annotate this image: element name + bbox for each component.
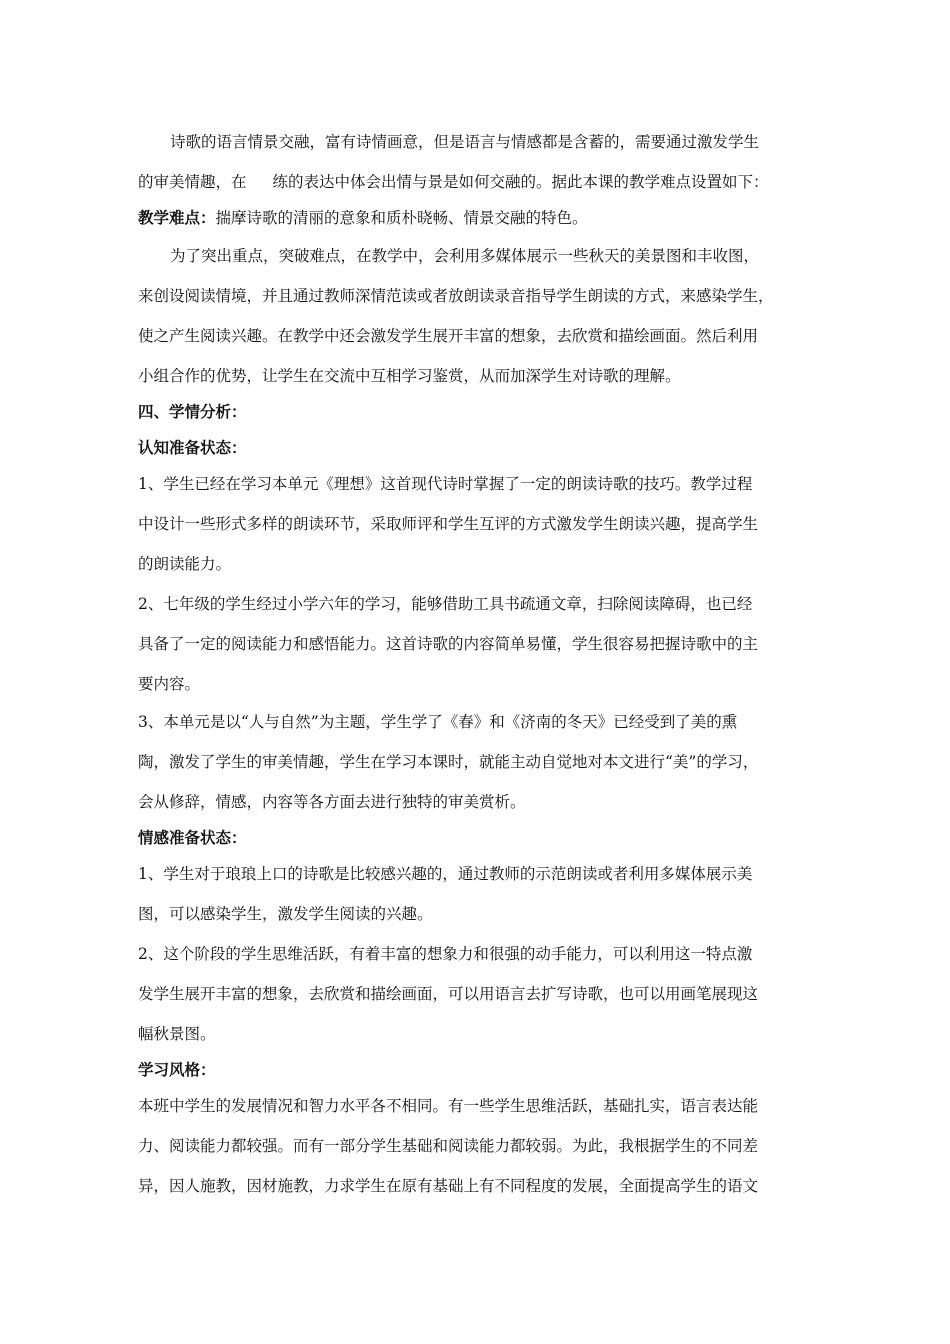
style-line: 本班中学生的发展情况和智力水平各不相同。有一些学生思维活跃，基础扎实，语言表达能 [138, 1097, 759, 1115]
style-line: 异，因人施教，因材施教，力求学生在原有基础上有不同程度的发展，全面提高学生的语文 [138, 1177, 759, 1195]
method-line: 为了突出重点，突破难点，在教学中，会利用多媒体展示一些秋天的美景图和丰收图， [170, 247, 760, 265]
cognitive-line: 要内容。 [138, 675, 201, 693]
emotional-line: 幅秋景图。 [138, 1025, 216, 1043]
cognitive-line: 具备了一定的阅读能力和感悟能力。这首诗歌的内容简单易懂，学生很容易把握诗歌中的主 [138, 635, 759, 653]
method-line: 小组合作的优势，让学生在交流中互相学习鉴赏，从而加深学生对诗歌的理解。 [138, 367, 681, 385]
cognitive-line: 陶，激发了学生的审美情趣，学生在学习本课时，就能主动自觉地对本文进行“美”的学习， [138, 753, 759, 771]
cognitive-line: 1、学生已经在学习本单元《理想》这首现代诗时掌握了一定的朗读诗歌的技巧。教学过程 [138, 475, 753, 493]
emotional-line: 图，可以感染学生，激发学生阅读的兴趣。 [138, 905, 433, 923]
intro-line-1: 诗歌的语言情景交融，富有诗情画意，但是语言与情感都是含蓄的，需要通过激发学生 [170, 133, 760, 151]
intro-line-2 [138, 172, 769, 192]
emotional-line: 2、这个阶段的学生思维活跃，有着丰富的想象力和很强的动手能力，可以利用这一特点激 [138, 945, 753, 963]
difficulty-line [138, 208, 588, 228]
section-title: 四、学情分析： [138, 403, 247, 421]
method-line: 使之产生阅读兴趣。在教学中还会激发学生展开丰富的想象，去欣赏和描绘画面。然后利用 [138, 327, 759, 345]
cognitive-line: 中设计一些形式多样的朗读环节，采取师评和学生互评的方式激发学生朗读兴趣，提高学生 [138, 515, 759, 533]
method-line: 来创设阅读情境，并且通过教师深情范读或者放朗读录音指导学生朗读的方式，来感染学生， [138, 287, 774, 305]
emotional-line: 1、学生对于琅琅上口的诗歌是比较感兴趣的，通过教师的示范朗读或者利用多媒体展示美 [138, 865, 753, 883]
emotional-line: 发学生展开丰富的想象，去欣赏和描绘画面，可以用语言去扩写诗歌，也可以用画笔展现这 [138, 985, 759, 1003]
intro-line-2-part-b: 练的表达中体会出情与景是如何交融的。据此本课的教学难点设置如下： [272, 173, 769, 191]
style-heading: 学习风格： [138, 1061, 216, 1079]
style-line: 力、阅读能力都较强。而有一部分学生基础和阅读能力都较弱。为此，我根据学生的不同差 [138, 1137, 759, 1155]
cognitive-line: 会从修辞，情感，内容等各方面去进行独特的审美赏析。 [138, 793, 526, 811]
emotional-heading: 情感准备状态： [138, 829, 247, 847]
cognitive-heading: 认知准备状态： [138, 439, 247, 457]
difficulty-label: 教学难点： [138, 209, 216, 227]
difficulty-text: 揣摩诗歌的清丽的意象和质朴晓畅、情景交融的特色。 [215, 209, 588, 227]
cognitive-line: 3、本单元是以“人与自然”为主题，学生学了《春》和《济南的冬天》已经受到了美的熏 [138, 713, 738, 731]
cognitive-line: 2、七年级的学生经过小学六年的学习，能够借助工具书疏通文章，扫除阅读障碍，也已经 [138, 595, 753, 613]
cognitive-line: 的朗读能力。 [138, 555, 232, 573]
intro-line-2-part-a: 的审美情趣，在 [138, 173, 247, 191]
